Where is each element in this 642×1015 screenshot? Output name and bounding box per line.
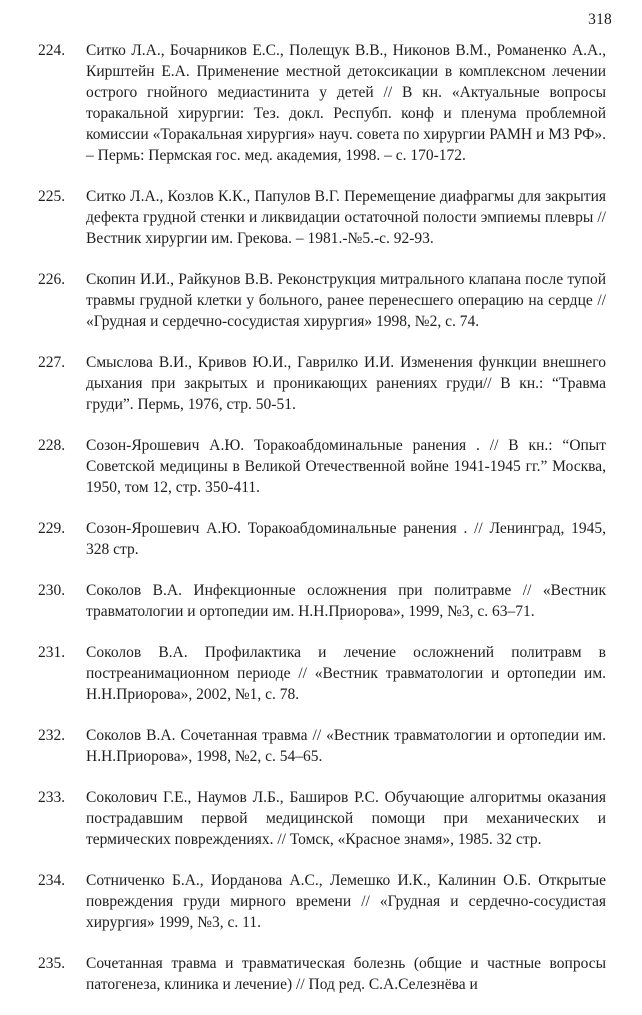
reference-text: Соколов В.А. Инфекционные осложнения при политравме // «Вестник травматологии и ортопедии им. Н.Н.Приорова», 1999, №3, с. 63–71. bbox=[86, 582, 606, 620]
reference-text: Соколович Г.Е., Наумов Л.Б., Баширов Р.С. Обучающие алгоритмы оказания пострадавшим первой медицинской помощи при механических и термических повреждениях. // Томск, «Красное знамя», 1985. 32 стр. bbox=[86, 789, 606, 848]
reference-number: 235. bbox=[38, 955, 66, 972]
reference-number: 228. bbox=[38, 437, 66, 454]
reference-item bbox=[38, 352, 606, 415]
reference-item bbox=[38, 953, 606, 995]
reference-number: 231. bbox=[38, 644, 66, 661]
reference-text: Созон-Ярошевич А.Ю. Торакоабдоминальные ранения . // Ленинград, 1945, 328 стр. bbox=[86, 520, 606, 558]
reference-number: 230. bbox=[38, 582, 66, 599]
reference-text: Сочетанная травма и травматическая болезнь (общие и частные вопросы патогенеза, клиника и лечение) // Под ред. С.А.Селезнёва и bbox=[86, 955, 606, 993]
reference-text: Созон-Ярошевич А.Ю. Торакоабдоминальные ранения . // В кн.: “Опыт Советской медицины в Великой Отечественной войне 1941-1945 гг.” Москва, 1950, том 12, стр. 350-411. bbox=[86, 437, 606, 496]
reference-item bbox=[38, 725, 606, 767]
reference-number: 225. bbox=[38, 188, 66, 205]
reference-list bbox=[38, 40, 606, 1015]
reference-number: 229. bbox=[38, 520, 66, 537]
reference-number: 232. bbox=[38, 727, 66, 744]
reference-item bbox=[38, 186, 606, 249]
reference-item bbox=[38, 870, 606, 933]
reference-item bbox=[38, 642, 606, 705]
reference-text: Смыслова В.И., Кривов Ю.И., Гаврилко И.И. Изменения функции внешнего дыхания при закрытых и проникающих ранениях груди// В кн.: “Травма груди”. Пермь, 1976, стр. 50-51. bbox=[86, 354, 606, 413]
reference-text: Ситко Л.А., Козлов К.К., Папулов В.Г. Перемещение диафрагмы для закрытия дефекта грудной стенки и ликвидации остаточной полости эмпиемы плевры // Вестник хирургии им. Грекова. – 1981.-№5.-с. 92-93. bbox=[86, 188, 606, 247]
reference-text: Соколов В.А. Профилактика и лечение осложнений политравм в постреанимационном периоде // «Вестник травматологии и ортопедии им. Н.Н.Приорова», 2002, №1, с. 78. bbox=[86, 644, 606, 703]
reference-number: 234. bbox=[38, 872, 66, 889]
reference-text: Скопин И.И., Райкунов В.В. Реконструкция митрального клапана после тупой травмы грудной клетки у больного, ранее перенесшего операцию на сердце // «Грудная и сердечно-сосудистая хирургия» 1998, №2, с. 74. bbox=[86, 271, 606, 330]
reference-item bbox=[38, 435, 606, 498]
reference-number: 224. bbox=[38, 42, 66, 59]
reference-text: Соколов В.А. Сочетанная травма // «Вестник травматологии и ортопедии им. Н.Н.Приорова», 1998, №2, с. 54–65. bbox=[86, 727, 606, 765]
reference-item bbox=[38, 40, 606, 166]
reference-text: Ситко Л.А., Бочарников Е.С., Полещук В.В., Никонов В.М., Романенко А.А., Кирштейн Е.А. Применение местной детоксикации в комплексном лечении острого гнойного медиастинита у детей // В кн. «Актуальные вопросы торакальной хирургии: Тез. докл. Респубп. конф и пленума проблемной комиссии «Торакальная хирургия» науч. совета по хирургии РАМН и МЗ РФ». – Пермь: Пермская гос. мед. академия, 1998. – с. 170-172. bbox=[86, 42, 606, 164]
reference-item bbox=[38, 518, 606, 560]
reference-text: Сотниченко Б.А., Иорданова А.С., Лемешко И.К., Калинин О.Б. Открытые повреждения груди мирного времени // «Грудная и сердечно-сосудистая хирургия» 1999, №3, с. 11. bbox=[86, 872, 606, 931]
reference-item bbox=[38, 580, 606, 622]
reference-number: 226. bbox=[38, 271, 66, 288]
reference-item bbox=[38, 269, 606, 332]
reference-item bbox=[38, 787, 606, 850]
reference-number: 233. bbox=[38, 789, 66, 806]
reference-number: 227. bbox=[38, 354, 66, 371]
page-number: 318 bbox=[588, 11, 612, 28]
